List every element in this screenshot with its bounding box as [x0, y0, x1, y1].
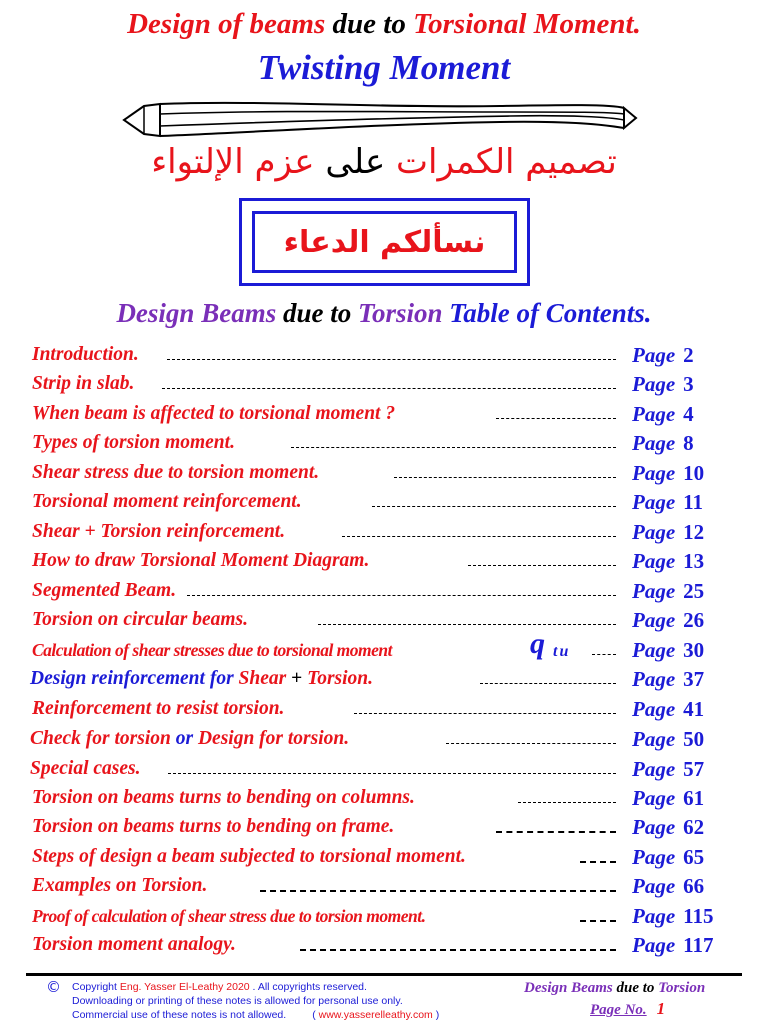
leader-dashes [372, 506, 616, 507]
leader-dashes [580, 861, 616, 863]
arabic-part-3: عزم الإلتواء [151, 142, 315, 182]
dua-text: نسألكم الدعاء [252, 211, 517, 273]
toc-entry-page: Page 115 [632, 904, 714, 928]
title-part-2: due to [325, 8, 414, 40]
toc-entry[interactable] [0, 871, 768, 901]
toc-entry-page: Page 41 [632, 697, 705, 721]
leader-dashes [300, 949, 616, 951]
leader-dashes [354, 713, 616, 714]
title-part-1: Design of beams [127, 8, 326, 40]
toc-entry-label: How to draw Torsional Moment Diagram. [32, 550, 370, 571]
copyright-icon: © [46, 978, 61, 996]
toc-entry[interactable] [0, 487, 768, 517]
toc-entry-label: Introduction. [32, 344, 139, 365]
footer-doc-title: Design Beams due to Torsion [524, 980, 706, 996]
toc-title [0, 298, 768, 329]
toc-entry[interactable] [0, 694, 768, 724]
toc-entry-label: Torsion on beams turns to bending on columns. [32, 787, 415, 808]
leader-dashes [342, 536, 616, 537]
toc-entry-page: Page 3 [632, 372, 694, 396]
toc-entry-label: Special cases. [30, 758, 141, 779]
toc-title-part-4: Table of Contents. [442, 298, 652, 328]
toc-entry-label: Steps of design a beam subjected to torsional moment. [32, 846, 466, 867]
toc-title-part-2: due to [276, 298, 358, 328]
toc-entry-page: Page 30 [632, 638, 705, 662]
toc-entry[interactable] [0, 754, 768, 784]
toc-entry-label: Examples on Torsion. [32, 875, 208, 896]
leader-dashes [518, 802, 616, 803]
toc-entry-page: Page 25 [632, 579, 705, 603]
leader-dashes [496, 418, 616, 419]
toc-entry[interactable] [0, 930, 768, 960]
arabic-part-2: على [314, 142, 397, 182]
toc-entry-label: Segmented Beam. [32, 580, 177, 601]
toc-entry-label: Proof of calculation of shear stress due to torsion moment. [32, 906, 426, 926]
footer-download-line: Downloading or printing of these notes is allowed for personal use only. [72, 995, 403, 1007]
twisted-beam-illustration [120, 98, 640, 142]
leader-dashes [260, 890, 616, 892]
toc-entry-page: Page 12 [632, 520, 705, 544]
toc-entry-label: Types of torsion moment. [32, 432, 235, 453]
toc-entry-page: Page 8 [632, 431, 694, 455]
arabic-part-1: تصميم الكمرات [396, 142, 617, 182]
toc-entry-page: Page 66 [632, 874, 705, 898]
toc-entry-page: Page 4 [632, 402, 694, 426]
toc-entry-page: Page 62 [632, 815, 705, 839]
q-symbol: q [530, 627, 545, 660]
toc-title-part-3: Torsion [357, 298, 443, 328]
footer-rule [26, 973, 742, 976]
footer-commercial-line: Commercial use of these notes is not allowed. ( www.yasserelleathy.com ) [72, 1009, 440, 1021]
arabic-title [0, 142, 768, 182]
toc-entry[interactable] [0, 783, 768, 813]
toc-entry-page: Page 37 [632, 667, 705, 691]
document-title [0, 8, 768, 41]
toc-entry-label: Torsion moment analogy. [32, 934, 236, 955]
footer-page-number: Page No. 1 [590, 999, 666, 1018]
toc-entry-label: Calculation of shear stresses due to torsional moment [32, 640, 393, 660]
toc-entry-page: Page 65 [632, 845, 705, 869]
toc-entry-label: Design reinforcement for Shear + Torsion. [30, 668, 374, 689]
toc-entry[interactable] [0, 517, 768, 547]
leader-dashes [291, 447, 616, 448]
toc-entry-page: Page 117 [632, 933, 714, 957]
toc-entry[interactable] [0, 576, 768, 606]
document-subtitle: Twisting Moment [257, 48, 511, 87]
toc-entry[interactable] [0, 724, 768, 754]
toc-entry-label: When beam is affected to torsional moment ? [32, 403, 396, 424]
toc-entry[interactable] [0, 842, 768, 872]
toc-entry-page: Page 11 [632, 490, 703, 514]
toc-entry-label: Torsion on beams turns to bending on frame. [32, 816, 395, 837]
toc-entry-page: Page 2 [632, 343, 694, 367]
toc-entry[interactable] [0, 458, 768, 488]
leader-dashes [468, 565, 616, 566]
leader-dashes [394, 477, 616, 478]
toc-entry-page: Page 26 [632, 608, 705, 632]
toc-entry[interactable] [0, 901, 768, 931]
leader-dashes [592, 654, 616, 655]
toc-entry[interactable] [0, 428, 768, 458]
toc-entry-page: Page 10 [632, 461, 705, 485]
toc-entry[interactable] [0, 399, 768, 429]
toc-entry-page: Page 13 [632, 549, 705, 573]
leader-dashes [480, 683, 616, 684]
toc-entry[interactable] [0, 369, 768, 399]
footer-copyright-line: Copyright Eng. Yasser El-Leathy 2020 . All copyrights reserved. [72, 981, 367, 993]
toc-entry[interactable] [0, 605, 768, 635]
toc-entry[interactable] [0, 546, 768, 576]
toc-entry-label: Torsion on circular beams. [32, 609, 248, 630]
toc-entry-label: Shear stress due to torsion moment. [32, 462, 320, 483]
leader-dashes [168, 773, 616, 774]
footer-website-link[interactable]: www.yasserelleathy.com [318, 1009, 433, 1021]
toc-entry-page: Page 61 [632, 786, 705, 810]
toc-entry[interactable] [0, 627, 768, 665]
toc-entry[interactable] [0, 664, 768, 694]
toc-title-part-1: Design Beams [116, 298, 277, 328]
toc-entry-page: Page 57 [632, 757, 705, 781]
leader-dashes [167, 359, 616, 360]
toc-entry-label: Torsional moment reinforcement. [32, 491, 302, 512]
toc-entry[interactable] [0, 340, 768, 370]
toc-entry-label: Check for torsion or Design for torsion. [30, 728, 350, 749]
leader-dashes [446, 743, 616, 744]
leader-dashes [318, 624, 616, 625]
leader-dashes [187, 595, 616, 596]
toc-entry-label: Shear + Torsion reinforcement. [32, 521, 286, 542]
toc-entry-label: Reinforcement to resist torsion. [32, 698, 285, 719]
dua-box [239, 198, 530, 286]
q-subscript: tu [553, 643, 571, 660]
leader-dashes [496, 831, 616, 833]
toc-entry-label: Strip in slab. [32, 373, 135, 394]
toc-entry-page: Page 50 [632, 727, 705, 751]
title-part-3: Torsional Moment. [413, 8, 641, 40]
leader-dashes [162, 388, 616, 389]
toc-entry[interactable] [0, 812, 768, 842]
leader-dashes [580, 920, 616, 922]
